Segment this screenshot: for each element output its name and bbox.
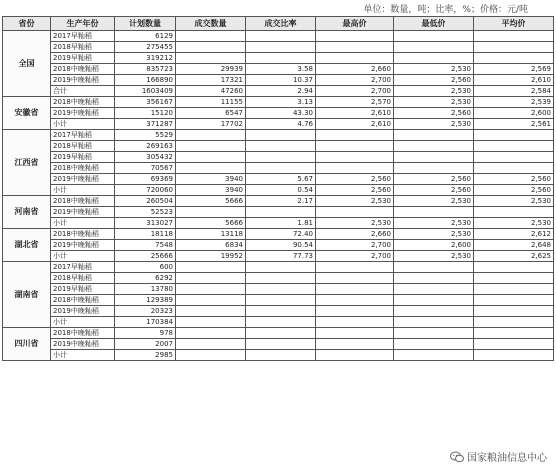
deal-cell: 3940	[176, 174, 246, 185]
table-header-row	[3, 17, 554, 31]
min-price-cell: 2,530	[394, 119, 474, 130]
max-price-cell: 2,700	[316, 75, 394, 86]
table-row	[3, 174, 554, 185]
year-cell: 2019中晚籼稻	[51, 207, 115, 218]
deal-cell	[176, 350, 246, 361]
deal-cell	[176, 273, 246, 284]
year-cell: 2019中晚籼稻	[51, 306, 115, 317]
min-price-cell	[394, 350, 474, 361]
table-row	[3, 207, 554, 218]
max-price-cell: 2,530	[316, 218, 394, 229]
deal-cell: 19952	[176, 251, 246, 262]
year-cell: 小计	[51, 185, 115, 196]
year-cell: 小计	[51, 119, 115, 130]
plan-cell: 6129	[115, 31, 176, 42]
max-price-cell	[316, 306, 394, 317]
plan-cell: 52523	[115, 207, 176, 218]
year-cell: 2017早籼稻	[51, 130, 115, 141]
province-cell: 江西省	[3, 130, 51, 196]
min-price-cell	[394, 31, 474, 42]
ratio-cell	[246, 53, 316, 64]
min-price-cell: 2,530	[394, 218, 474, 229]
avg-price-cell	[474, 306, 554, 317]
year-cell: 2018早籼稻	[51, 42, 115, 53]
table-row	[3, 218, 554, 229]
avg-price-cell	[474, 207, 554, 218]
table-row	[3, 306, 554, 317]
ratio-cell: 2.17	[246, 196, 316, 207]
max-price-cell	[316, 339, 394, 350]
plan-cell: 170384	[115, 317, 176, 328]
max-price-cell: 2,530	[316, 196, 394, 207]
plan-cell: 978	[115, 328, 176, 339]
deal-cell	[176, 42, 246, 53]
header-plan: 计划数量	[115, 17, 176, 31]
plan-cell: 15120	[115, 108, 176, 119]
table-row	[3, 75, 554, 86]
plan-cell: 835723	[115, 64, 176, 75]
max-price-cell	[316, 141, 394, 152]
table-row	[3, 339, 554, 350]
deal-cell: 13118	[176, 229, 246, 240]
deal-cell	[176, 339, 246, 350]
year-cell: 小计	[51, 251, 115, 262]
deal-cell: 5666	[176, 218, 246, 229]
year-cell: 2018中晚籼稻	[51, 328, 115, 339]
plan-cell: 1603409	[115, 86, 176, 97]
deal-cell: 17702	[176, 119, 246, 130]
table-row	[3, 97, 554, 108]
plan-cell: 25666	[115, 251, 176, 262]
table-row	[3, 262, 554, 273]
min-price-cell: 2,530	[394, 196, 474, 207]
max-price-cell: 2,700	[316, 240, 394, 251]
deal-cell: 6547	[176, 108, 246, 119]
table-row	[3, 196, 554, 207]
year-cell: 2019中晚籼稻	[51, 75, 115, 86]
min-price-cell	[394, 273, 474, 284]
ratio-cell: 3.58	[246, 64, 316, 75]
deal-cell	[176, 207, 246, 218]
avg-price-cell: 2,560	[474, 174, 554, 185]
avg-price-cell	[474, 141, 554, 152]
min-price-cell	[394, 328, 474, 339]
avg-price-cell	[474, 328, 554, 339]
avg-price-cell: 2,561	[474, 119, 554, 130]
ratio-cell	[246, 339, 316, 350]
deal-cell	[176, 130, 246, 141]
ratio-cell: 4.76	[246, 119, 316, 130]
year-cell: 2018中晚籼稻	[51, 196, 115, 207]
deal-cell: 11155	[176, 97, 246, 108]
avg-price-cell	[474, 350, 554, 361]
header-ratio: 成交比率	[246, 17, 316, 31]
min-price-cell: 2,560	[394, 174, 474, 185]
table-row	[3, 229, 554, 240]
ratio-cell	[246, 130, 316, 141]
deal-cell: 29939	[176, 64, 246, 75]
year-cell: 2019早籼稻	[51, 152, 115, 163]
max-price-cell: 2,610	[316, 108, 394, 119]
year-cell: 2019早籼稻	[51, 53, 115, 64]
avg-price-cell: 2,569	[474, 64, 554, 75]
min-price-cell: 2,560	[394, 185, 474, 196]
min-price-cell	[394, 152, 474, 163]
plan-cell: 166890	[115, 75, 176, 86]
min-price-cell	[394, 42, 474, 53]
plan-cell: 313027	[115, 218, 176, 229]
wechat-icon	[450, 451, 464, 463]
max-price-cell	[316, 130, 394, 141]
ratio-cell	[246, 328, 316, 339]
year-cell: 2018中晚籼稻	[51, 229, 115, 240]
max-price-cell	[316, 273, 394, 284]
year-cell: 2018中晚籼稻	[51, 163, 115, 174]
table-row	[3, 350, 554, 361]
deal-cell	[176, 317, 246, 328]
ratio-cell: 10.37	[246, 75, 316, 86]
deal-cell	[176, 31, 246, 42]
min-price-cell: 2,530	[394, 64, 474, 75]
min-price-cell	[394, 53, 474, 64]
min-price-cell	[394, 306, 474, 317]
max-price-cell: 2,700	[316, 86, 394, 97]
avg-price-cell: 2,612	[474, 229, 554, 240]
plan-cell: 371287	[115, 119, 176, 130]
rice-auction-table	[2, 16, 554, 361]
header-avg-price: 平均价	[474, 17, 554, 31]
max-price-cell: 2,560	[316, 185, 394, 196]
ratio-cell: 5.67	[246, 174, 316, 185]
max-price-cell	[316, 328, 394, 339]
ratio-cell: 2.94	[246, 86, 316, 97]
max-price-cell	[316, 317, 394, 328]
plan-cell: 305432	[115, 152, 176, 163]
plan-cell: 2985	[115, 350, 176, 361]
avg-price-cell	[474, 42, 554, 53]
plan-cell: 260504	[115, 196, 176, 207]
avg-price-cell	[474, 317, 554, 328]
avg-price-cell	[474, 262, 554, 273]
max-price-cell: 2,570	[316, 97, 394, 108]
table-row	[3, 328, 554, 339]
table-row	[3, 119, 554, 130]
year-cell: 2018早籼稻	[51, 141, 115, 152]
table-row	[3, 163, 554, 174]
min-price-cell	[394, 295, 474, 306]
avg-price-cell: 2,648	[474, 240, 554, 251]
year-cell: 2019中晚籼稻	[51, 240, 115, 251]
plan-cell: 356167	[115, 97, 176, 108]
plan-cell: 129389	[115, 295, 176, 306]
ratio-cell	[246, 295, 316, 306]
avg-price-cell	[474, 152, 554, 163]
min-price-cell: 2,560	[394, 75, 474, 86]
deal-cell	[176, 53, 246, 64]
min-price-cell: 2,530	[394, 229, 474, 240]
avg-price-cell: 2,625	[474, 251, 554, 262]
ratio-cell	[246, 350, 316, 361]
table-row	[3, 251, 554, 262]
table-row	[3, 185, 554, 196]
ratio-cell: 0.54	[246, 185, 316, 196]
plan-cell: 5529	[115, 130, 176, 141]
deal-cell	[176, 284, 246, 295]
plan-cell: 20323	[115, 306, 176, 317]
year-cell: 2018中晚籼稻	[51, 295, 115, 306]
table-row	[3, 130, 554, 141]
header-province: 省份	[3, 17, 51, 31]
avg-price-cell	[474, 163, 554, 174]
max-price-cell	[316, 262, 394, 273]
table-row	[3, 108, 554, 119]
avg-price-cell	[474, 295, 554, 306]
ratio-cell	[246, 262, 316, 273]
avg-price-cell	[474, 339, 554, 350]
plan-cell: 720060	[115, 185, 176, 196]
ratio-cell: 43.30	[246, 108, 316, 119]
avg-price-cell: 2,560	[474, 185, 554, 196]
max-price-cell: 2,700	[316, 251, 394, 262]
year-cell: 小计	[51, 218, 115, 229]
table-body	[3, 31, 554, 361]
table-row	[3, 152, 554, 163]
ratio-cell: 72.40	[246, 229, 316, 240]
min-price-cell	[394, 207, 474, 218]
year-cell: 小计	[51, 317, 115, 328]
max-price-cell: 2,610	[316, 119, 394, 130]
max-price-cell: 2,660	[316, 64, 394, 75]
plan-cell: 69369	[115, 174, 176, 185]
year-cell: 2019中晚籼稻	[51, 174, 115, 185]
table-row	[3, 295, 554, 306]
max-price-cell	[316, 295, 394, 306]
max-price-cell	[316, 31, 394, 42]
avg-price-cell: 2,530	[474, 196, 554, 207]
plan-cell: 13780	[115, 284, 176, 295]
plan-cell: 600	[115, 262, 176, 273]
plan-cell: 6292	[115, 273, 176, 284]
table-row	[3, 273, 554, 284]
wechat-watermark	[447, 448, 550, 465]
ratio-cell	[246, 207, 316, 218]
min-price-cell: 2,530	[394, 97, 474, 108]
plan-cell: 2007	[115, 339, 176, 350]
ratio-cell	[246, 284, 316, 295]
ratio-cell: 90.54	[246, 240, 316, 251]
min-price-cell	[394, 163, 474, 174]
avg-price-cell	[474, 273, 554, 284]
province-cell: 全国	[3, 31, 51, 97]
avg-price-cell: 2,530	[474, 218, 554, 229]
min-price-cell: 2,560	[394, 108, 474, 119]
year-cell: 合计	[51, 86, 115, 97]
avg-price-cell: 2,610	[474, 75, 554, 86]
province-cell: 河南省	[3, 196, 51, 229]
ratio-cell: 77.73	[246, 251, 316, 262]
avg-price-cell	[474, 284, 554, 295]
avg-price-cell	[474, 130, 554, 141]
deal-cell	[176, 152, 246, 163]
max-price-cell	[316, 163, 394, 174]
table-row	[3, 240, 554, 251]
max-price-cell	[316, 152, 394, 163]
table-row	[3, 86, 554, 97]
header-min-price: 最低价	[394, 17, 474, 31]
deal-cell	[176, 262, 246, 273]
max-price-cell	[316, 42, 394, 53]
avg-price-cell	[474, 31, 554, 42]
year-cell: 小计	[51, 350, 115, 361]
header-year: 生产年份	[51, 17, 115, 31]
province-cell: 四川省	[3, 328, 51, 361]
avg-price-cell: 2,539	[474, 97, 554, 108]
min-price-cell	[394, 141, 474, 152]
province-cell: 湖北省	[3, 229, 51, 262]
avg-price-cell: 2,584	[474, 86, 554, 97]
year-cell: 2017早籼稻	[51, 31, 115, 42]
max-price-cell: 2,660	[316, 229, 394, 240]
table-row	[3, 317, 554, 328]
min-price-cell: 2,530	[394, 251, 474, 262]
max-price-cell	[316, 350, 394, 361]
ratio-cell: 3.13	[246, 97, 316, 108]
ratio-cell	[246, 163, 316, 174]
deal-cell: 47260	[176, 86, 246, 97]
plan-cell: 275455	[115, 42, 176, 53]
max-price-cell: 2,560	[316, 174, 394, 185]
ratio-cell	[246, 141, 316, 152]
min-price-cell	[394, 339, 474, 350]
year-cell: 2019中晚籼稻	[51, 108, 115, 119]
plan-cell: 18118	[115, 229, 176, 240]
min-price-cell	[394, 130, 474, 141]
year-cell: 2018早籼稻	[51, 273, 115, 284]
ratio-cell	[246, 273, 316, 284]
min-price-cell: 2,600	[394, 240, 474, 251]
max-price-cell	[316, 207, 394, 218]
deal-cell	[176, 328, 246, 339]
ratio-cell	[246, 306, 316, 317]
deal-cell: 3940	[176, 185, 246, 196]
min-price-cell: 2,530	[394, 86, 474, 97]
plan-cell: 269163	[115, 141, 176, 152]
table-row	[3, 141, 554, 152]
table-row	[3, 42, 554, 53]
plan-cell: 7548	[115, 240, 176, 251]
header-deal: 成交数量	[176, 17, 246, 31]
table-row	[3, 64, 554, 75]
deal-cell	[176, 295, 246, 306]
year-cell: 2018中晚籼稻	[51, 64, 115, 75]
deal-cell: 5666	[176, 196, 246, 207]
ratio-cell	[246, 42, 316, 53]
table-row	[3, 284, 554, 295]
min-price-cell	[394, 262, 474, 273]
deal-cell: 17321	[176, 75, 246, 86]
table-row	[3, 31, 554, 42]
max-price-cell	[316, 53, 394, 64]
year-cell: 2017早籼稻	[51, 262, 115, 273]
province-cell: 安徽省	[3, 97, 51, 130]
avg-price-cell: 2,600	[474, 108, 554, 119]
deal-cell	[176, 141, 246, 152]
plan-cell: 70567	[115, 163, 176, 174]
year-cell: 2019中晚籼稻	[51, 339, 115, 350]
ratio-cell	[246, 317, 316, 328]
deal-cell	[176, 163, 246, 174]
watermark-text: 国家粮油信息中心	[467, 453, 547, 464]
year-cell: 2018中晚籼稻	[51, 97, 115, 108]
ratio-cell	[246, 152, 316, 163]
min-price-cell	[394, 284, 474, 295]
year-cell: 2019早籼稻	[51, 284, 115, 295]
ratio-cell	[246, 31, 316, 42]
unit-note: 单位：数量，吨；比率，%；价格：元/吨	[363, 5, 528, 15]
header-max-price: 最高价	[316, 17, 394, 31]
ratio-cell: 1.81	[246, 218, 316, 229]
max-price-cell	[316, 284, 394, 295]
min-price-cell	[394, 317, 474, 328]
deal-cell	[176, 306, 246, 317]
province-cell: 湖南省	[3, 262, 51, 328]
table-row	[3, 53, 554, 64]
plan-cell: 319212	[115, 53, 176, 64]
avg-price-cell	[474, 53, 554, 64]
deal-cell: 6834	[176, 240, 246, 251]
